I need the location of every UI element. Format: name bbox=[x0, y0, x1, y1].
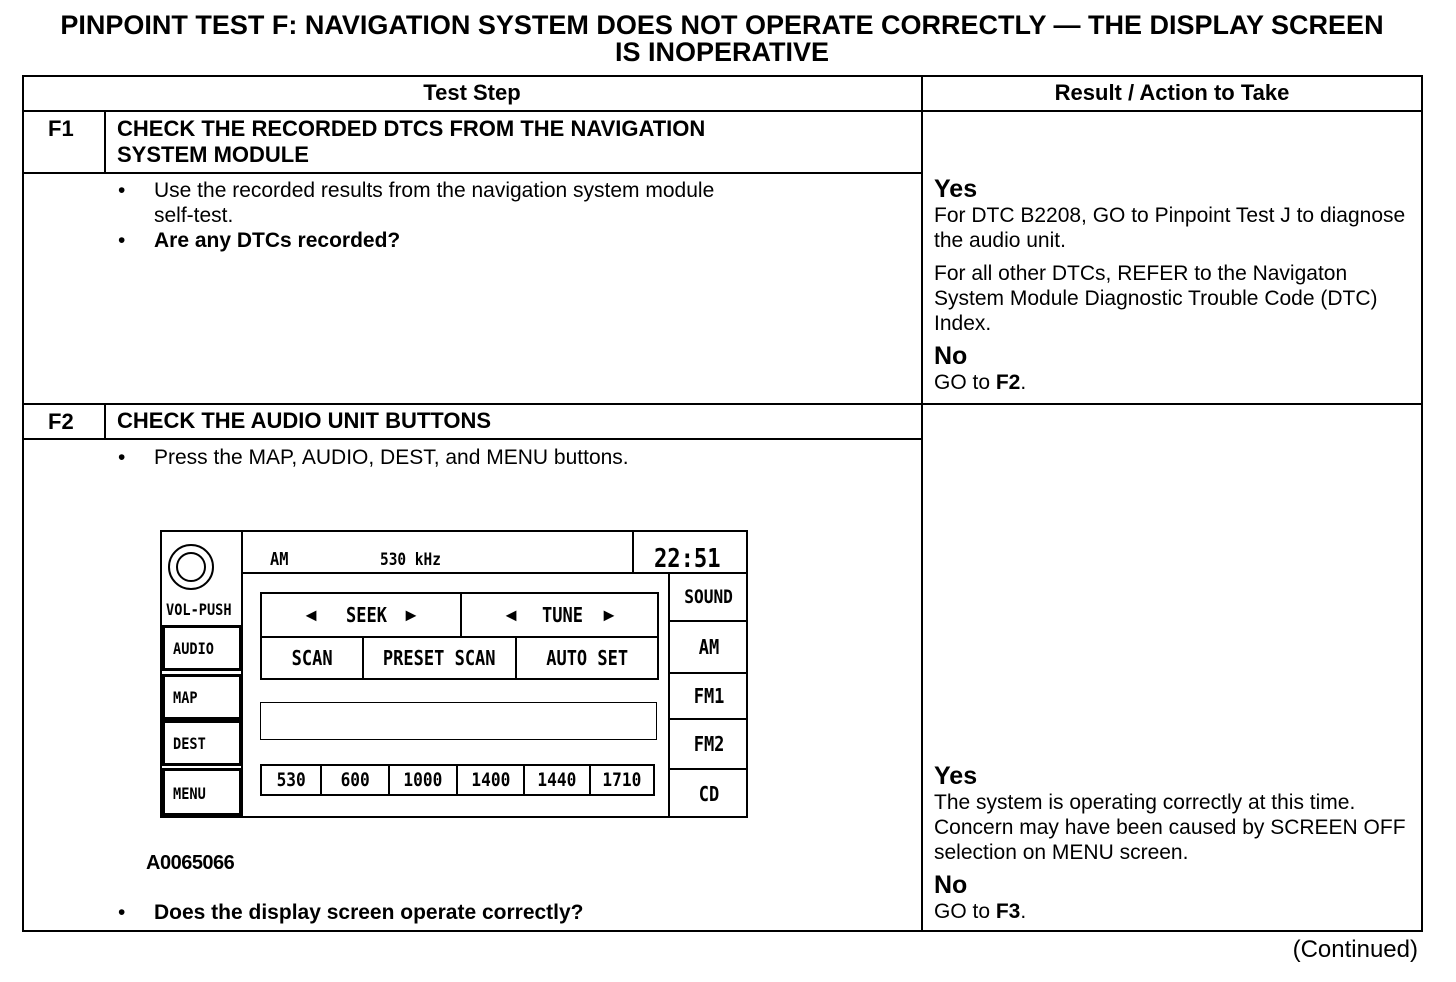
map-button-label: MAP bbox=[173, 688, 198, 707]
cd-label: CD bbox=[698, 782, 720, 806]
audio-unit-figure bbox=[160, 530, 748, 820]
bullet-dot: • bbox=[118, 229, 126, 252]
f1-f2-divider bbox=[22, 403, 1423, 405]
f1-yes-text-1: For DTC B2208, GO to Pinpoint Test J to diagnose the audio unit. bbox=[934, 204, 1406, 252]
f1-bullet-1-text: Use the recorded results from the navigation system module self-test. bbox=[154, 179, 715, 227]
display-strip bbox=[260, 702, 657, 740]
volume-knob-inner bbox=[176, 552, 206, 582]
preset-button[interactable] bbox=[591, 766, 653, 794]
tune-left-arrow-icon[interactable]: ◄ bbox=[502, 604, 520, 625]
sound-button[interactable] bbox=[670, 574, 748, 622]
f2-bullet-1-text: Press the MAP, AUDIO, DEST, and MENU buttons. bbox=[154, 446, 629, 469]
f2-id-divider bbox=[104, 403, 106, 439]
f2-no-suffix: . bbox=[1020, 900, 1027, 923]
figure-caption: A0065066 bbox=[146, 852, 235, 874]
preset-button[interactable] bbox=[262, 766, 322, 794]
band-label: AM bbox=[270, 549, 289, 570]
seek-label: SEEK bbox=[345, 603, 387, 627]
dest-button[interactable] bbox=[162, 720, 242, 766]
fm1-button[interactable] bbox=[670, 674, 748, 720]
am-button[interactable] bbox=[670, 622, 748, 674]
fm2-button[interactable] bbox=[670, 720, 748, 770]
preset-button[interactable] bbox=[322, 766, 390, 794]
scan-label: SCAN bbox=[291, 646, 333, 670]
bullet-dot: • bbox=[118, 179, 126, 202]
vol-push-label: VOL-PUSH bbox=[166, 600, 232, 619]
cd-button[interactable] bbox=[670, 770, 748, 818]
volume-knob[interactable] bbox=[168, 544, 214, 590]
audio-button[interactable] bbox=[162, 625, 242, 671]
f1-id-divider bbox=[104, 110, 106, 173]
audio-button-label: AUDIO bbox=[173, 639, 214, 658]
page-title bbox=[22, 12, 1422, 66]
f1-heading-divider bbox=[22, 172, 922, 174]
f2-bullet-2 bbox=[118, 900, 898, 925]
fm1-label: FM1 bbox=[693, 684, 725, 708]
f2-yes-label: Yes bbox=[934, 762, 978, 790]
dest-button-label: DEST bbox=[173, 734, 206, 753]
f1-no-target: F2 bbox=[995, 371, 1021, 394]
step-heading-f1-line1: CHECK THE RECORDED DTCS FROM THE NAVIGATION bbox=[117, 116, 706, 141]
seek-left-arrow-icon[interactable]: ◄ bbox=[302, 604, 320, 625]
scan-button[interactable] bbox=[262, 638, 362, 678]
header-result: Result / Action to Take bbox=[1054, 80, 1290, 105]
header-test-step: Test Step bbox=[423, 80, 521, 105]
header-divider bbox=[22, 110, 1423, 112]
am-label: AM bbox=[698, 635, 720, 659]
f1-no-label: No bbox=[934, 342, 968, 370]
f2-no-prefix: GO to bbox=[934, 900, 996, 923]
preset-label: 530 bbox=[276, 769, 306, 791]
f2-bullet-2-text: Does the display screen operate correctly? bbox=[154, 901, 584, 924]
f1-yes-text-2: For all other DTCs, REFER to the Navigaton System Module Diagnostic Trouble Code (DTC) Index. bbox=[934, 262, 1378, 335]
preset-label: 600 bbox=[340, 769, 370, 791]
f1-bullet-2-text: Are any DTCs recorded? bbox=[154, 229, 401, 252]
seek-control[interactable] bbox=[262, 594, 460, 636]
f1-yes-label: Yes bbox=[934, 175, 978, 203]
column-divider bbox=[921, 75, 923, 932]
clock-label: 22:51 bbox=[654, 544, 721, 574]
bullet-dot: • bbox=[118, 901, 126, 924]
menu-button[interactable] bbox=[162, 768, 242, 816]
fm2-label: FM2 bbox=[693, 732, 725, 756]
seek-right-arrow-icon[interactable]: ► bbox=[402, 604, 420, 625]
f2-no-text bbox=[934, 899, 1418, 924]
preset-label: 1400 bbox=[471, 769, 510, 791]
frequency-label: 530 kHz bbox=[380, 550, 441, 570]
f2-bullet-1 bbox=[118, 445, 898, 470]
f1-no-prefix: GO to bbox=[934, 371, 996, 394]
f1-bullet-1 bbox=[118, 178, 898, 228]
f2-heading-divider bbox=[22, 438, 922, 440]
f1-bullet-2 bbox=[118, 228, 898, 253]
f2-no-target: F3 bbox=[995, 900, 1021, 923]
preset-button[interactable] bbox=[525, 766, 591, 794]
tune-label: TUNE bbox=[541, 603, 583, 627]
step-heading-f1 bbox=[117, 116, 705, 168]
preset-label: 1440 bbox=[537, 769, 577, 791]
bullet-dot: • bbox=[118, 446, 126, 469]
auto-set-label: AUTO SET bbox=[546, 646, 628, 670]
preset-scan-label: PRESET SCAN bbox=[383, 646, 496, 670]
map-button[interactable] bbox=[162, 674, 242, 720]
preset-button[interactable] bbox=[390, 766, 458, 794]
preset-label: 1710 bbox=[602, 769, 642, 791]
clock-divider bbox=[632, 530, 634, 574]
f1-result bbox=[934, 175, 1414, 395]
preset-scan-button[interactable] bbox=[364, 638, 515, 678]
f2-yes-text: The system is operating correctly at this time. Concern may have been caused by SCREEN OFF selection on MENU screen. bbox=[934, 791, 1406, 864]
f2-no-label: No bbox=[934, 871, 968, 899]
f1-no-suffix: . bbox=[1020, 371, 1027, 394]
tune-right-arrow-icon[interactable]: ► bbox=[600, 604, 618, 625]
f2-result bbox=[934, 762, 1418, 924]
step-heading-f2: CHECK THE AUDIO UNIT BUTTONS bbox=[117, 408, 491, 433]
title-line-2: IS INOPERATIVE bbox=[614, 37, 830, 67]
preset-label: 1000 bbox=[403, 769, 443, 791]
auto-set-button[interactable] bbox=[517, 638, 657, 678]
sound-label: SOUND bbox=[684, 586, 734, 608]
step-heading-f1-line2: SYSTEM MODULE bbox=[117, 142, 309, 167]
f1-no-text bbox=[934, 370, 1414, 395]
preset-button[interactable] bbox=[458, 766, 525, 794]
continued-label: (Continued) bbox=[1292, 936, 1418, 963]
step-id-f2: F2 bbox=[48, 409, 74, 434]
step-id-f1: F1 bbox=[48, 116, 74, 141]
title-line-1: PINPOINT TEST F: NAVIGATION SYSTEM DOES NOT OPERATE CORRECTLY — THE DISPLAY SCREEN bbox=[60, 10, 1384, 40]
menu-button-label: MENU bbox=[173, 784, 206, 803]
tune-control[interactable] bbox=[462, 594, 658, 636]
